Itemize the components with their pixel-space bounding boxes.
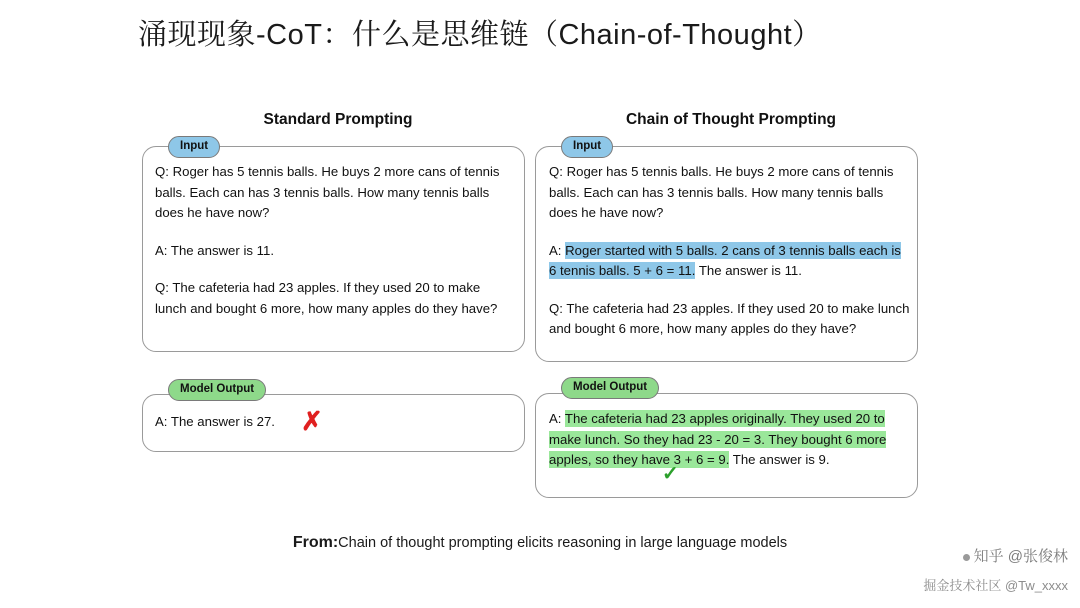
standard-output-tag: Model Output (168, 379, 266, 401)
standard-input-tag: Input (168, 136, 220, 158)
cot-input-paragraph-2 (549, 241, 911, 282)
footer-from-label: From: (292, 534, 339, 551)
cot-prompting-column-title: Chain of Thought Prompting (625, 111, 837, 128)
cot-output-tag: Model Output (561, 377, 659, 399)
cot-input-answer-prefix: A: (549, 242, 566, 258)
correct-mark: ✓ (662, 463, 679, 485)
page-title: 涌现现象-CoT：什么是思维链（Chain-of-Thought） (138, 19, 822, 51)
juejin-watermark: 掘金技术社区 @Tw_xxxx (923, 578, 1068, 593)
zhihu-watermark-text: 知乎 @张俊林 (973, 548, 1068, 565)
cot-input-paragraph-1: Q: Roger has 5 tennis balls. He buys 2 more cans of tennis balls. Each can has 3 tennis balls. How many tennis balls does he have now? (549, 164, 894, 220)
cot-output-text (549, 409, 907, 471)
cot-output-paragraph (549, 409, 907, 471)
standard-input-paragraph-3: Q: The cafeteria had 23 apples. If they used 20 to make lunch and bought 6 more, how many apples do they have? (155, 280, 498, 316)
watermark-dot-icon (963, 554, 970, 561)
standard-input-paragraph-1: Q: Roger has 5 tennis balls. He buys 2 more cans of tennis balls. Each can has 3 tennis balls. How many tennis balls does he have now? (155, 164, 500, 220)
incorrect-mark: ✗ (301, 406, 323, 436)
footer-paper-title: Chain of thought prompting elicits reasoning in large language models (338, 535, 788, 551)
cot-input-paragraph-3: Q: The cafeteria had 23 apples. If they used 20 to make lunch and bought 6 more, how many apples do they have? (549, 300, 910, 336)
cot-input-tag: Input (561, 136, 613, 158)
standard-input-text (155, 162, 513, 319)
footer-citation (0, 534, 1080, 552)
standard-output-text: A: The answer is 27. (155, 414, 275, 429)
cot-output-answer-prefix: A: (549, 411, 565, 426)
cot-input-text (549, 162, 911, 340)
zhihu-watermark (963, 545, 1068, 566)
standard-prompting-column-title: Standard Prompting (263, 111, 413, 128)
cot-input-reasoning-highlight: Roger started with 5 balls. 2 cans of 3 tennis balls each is 6 tennis balls. 5 + 6 = 11. (549, 242, 901, 278)
cot-output-answer-suffix: The answer is 9. (729, 452, 830, 467)
cot-input-answer-suffix: The answer is 11. (695, 263, 802, 278)
cot-output-reasoning-highlight: The cafeteria had 23 apples originally. They used 20 to make lunch. So they had 23 - 20 = 3. They bought 6 more apples, so they have 3 + 6 = 9. (549, 411, 887, 467)
standard-input-paragraph-2: A: The answer is 11. (155, 242, 274, 258)
